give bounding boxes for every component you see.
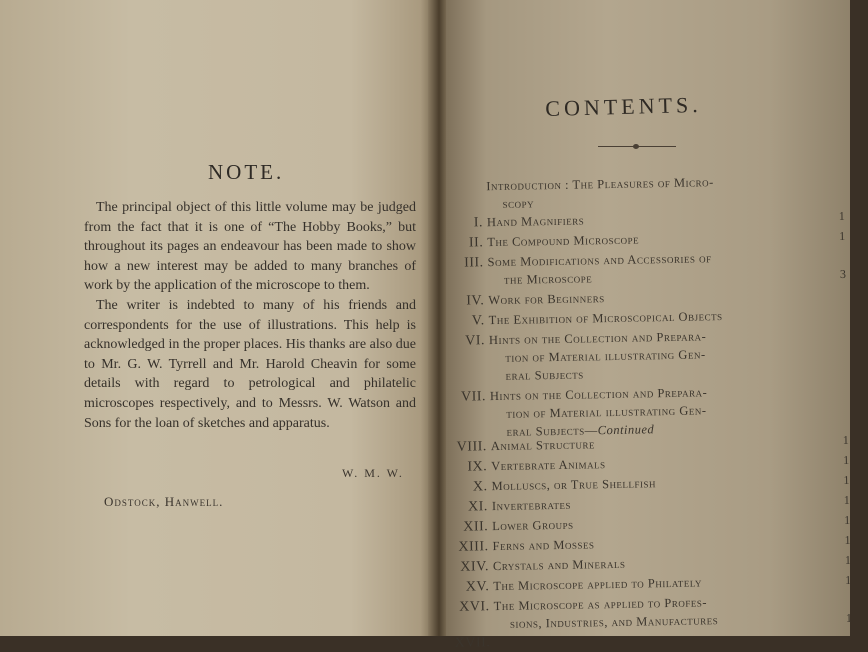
toc-chapter-number: XI. — [467, 499, 489, 515]
toc-chapter-number: VIII. — [456, 439, 487, 455]
toc-title-continuation: eral Subjects—Continued — [506, 422, 655, 439]
toc-chapter-title: Vertebrate Animals — [491, 457, 606, 474]
toc-page-number: 1 — [844, 552, 852, 567]
toc-chapter-number: X. — [472, 479, 488, 495]
toc-page-number: 1 — [843, 492, 851, 508]
toc-chapter-title: Some Modifications and Accessories of — [487, 251, 712, 270]
toc-title-continuation: tion of Material illustrating Gen- — [505, 347, 706, 365]
toc-page-number: 1 — [842, 432, 850, 448]
toc-chapter-number: XIII. — [458, 539, 489, 555]
toc-chapter-title: Ferns and Mosses — [492, 537, 595, 554]
toc-chapter-number: V. — [471, 313, 485, 329]
toc-title-continuation: scopy — [502, 196, 535, 211]
toc-chapter-title: Introduction : The Pleasures of Micro- — [486, 175, 714, 194]
toc-chapter-title: The Microscope applied to Philately — [493, 575, 703, 594]
toc-page-number: 1 — [839, 228, 846, 244]
toc-title-continuation: the Microscope — [503, 271, 593, 287]
toc-chapter-title: Work for Beginners — [488, 291, 605, 308]
contents-title: CONTENTS. — [545, 91, 702, 121]
author-signature: W. M. W. — [342, 466, 404, 480]
toc-chapter-title: The Exhibition of Microscopical Objects — [488, 309, 723, 328]
toc-page-number: 1 — [844, 532, 852, 547]
toc-chapter-title: The Compound Microscope — [487, 232, 640, 250]
toc-chapter-title: Animal Structure — [490, 437, 596, 454]
toc-chapter-number: XV. — [465, 579, 490, 595]
toc-chapter-number: II. — [468, 235, 484, 251]
toc-chapter-number: XVI. — [459, 599, 490, 615]
toc-chapter-number: IX. — [467, 459, 488, 475]
toc-chapter-title: Invertebrates — [491, 497, 572, 514]
toc-page-number: 1 — [845, 610, 853, 625]
toc-page-number: 1 — [844, 512, 851, 527]
toc-title-continuation: sions, Industries, and Manufactures — [509, 613, 719, 631]
place-line: Odstock, Hanwell. — [104, 494, 224, 509]
toc-title-continuation: eral Subjects — [505, 367, 584, 383]
ornament-rule — [598, 146, 676, 147]
toc-chapter-number: XVII. — [454, 635, 491, 651]
note-title: NOTE. — [208, 160, 285, 184]
toc-chapter-number: VI. — [465, 333, 486, 349]
toc-page-number: 3 — [839, 266, 847, 282]
toc-chapter-number: III. — [463, 255, 484, 271]
toc-page-number: 1 — [843, 472, 851, 488]
toc-title-continuation: tion of Material illustrating Gen- — [506, 403, 707, 421]
toc-chapter-title: Lower Groups — [492, 517, 574, 534]
toc-chapter-number: VII. — [460, 389, 487, 405]
note-paragraph-1: The principal object of this little volume may be judged from the fact that it is one of “The Hobby Books,” but throughout its pages an endeavour has been made to show how a new interest may be added to many branches of work by the application of the microscope to them. — [84, 200, 416, 294]
toc-chapter-title: Hints on the Collection and Prepara- — [489, 385, 708, 404]
toc-page-number: 1 — [843, 452, 850, 468]
toc-chapter-number: XIV. — [460, 559, 490, 575]
toc-chapter-title: Hand Magnifiers — [486, 213, 585, 230]
left-page — [0, 0, 438, 636]
toc-chapter-number: IV. — [466, 293, 485, 309]
note-paragraph-2: The writer is indebted to many of his friends and correspondents for the use of illustrations. This help is acknowledged in the proper places. His thanks are also due to Mr. G. W. Tyrrell and Mr. Harold Cheavin for some details with regard to petrological and philatelic microscopes respectively, and to Messrs. W. Watson and Sons for the loan of sketches and apparatus. — [84, 297, 416, 431]
toc-chapter-title: Hints on the Collection and Prepara- — [488, 329, 707, 348]
toc-chapter-number: XII. — [463, 519, 489, 535]
toc-chapter-number: I. — [473, 215, 484, 231]
toc-chapter-title: Molluscs, or True Shellfish — [491, 476, 657, 494]
toc-chapter-title: The Microscope as applied to Profes- — [493, 595, 708, 614]
toc-chapter-title: Crystals and Minerals — [492, 556, 626, 574]
toc-page-number: 1 — [838, 208, 846, 224]
toc-continued-label: Continued — [597, 422, 655, 438]
toc-page-number: 1 — [845, 572, 852, 587]
note-body — [84, 198, 416, 433]
